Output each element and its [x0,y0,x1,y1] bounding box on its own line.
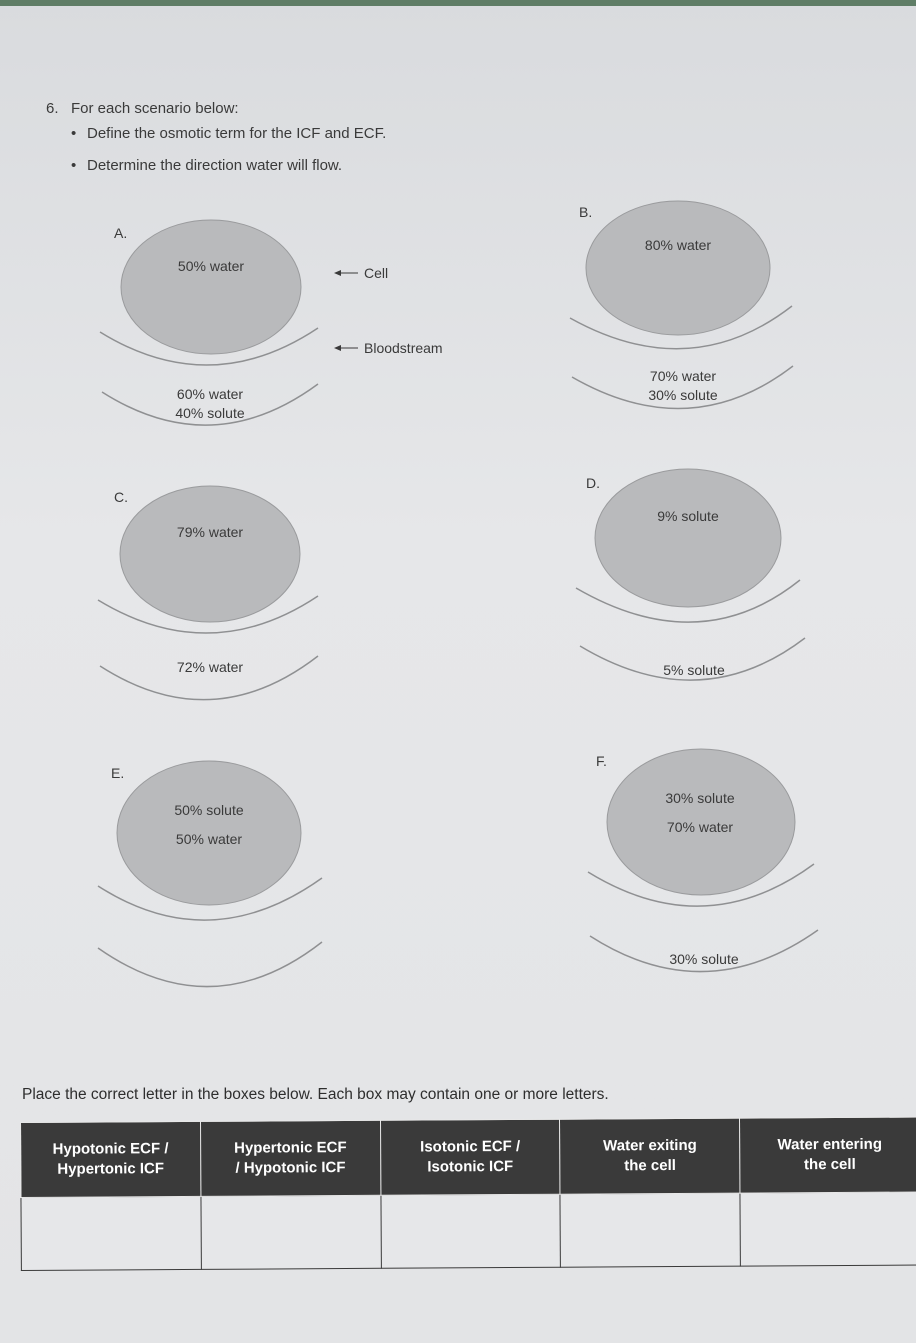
scenario-letter: A. [114,225,128,241]
bloodstream-label: 30% solute [648,387,718,403]
instruction-text: Place the correct letter in the boxes below. Each box may contain one or more letters. [22,1086,609,1103]
cell-circle [586,201,770,335]
scenario-letter: C. [114,489,128,505]
question-title: For each scenario below: [71,100,239,117]
scenario-a [100,220,318,425]
header-hypotonic-ecf: Hypotonic ECF / Hypertonic ICF [21,1121,201,1197]
legend-cell [334,265,388,281]
cell-label: 79% water [176,524,244,540]
header-water-exiting: Water exiting the cell [560,1118,740,1194]
scenario-e [98,761,322,987]
scenario-f [588,749,818,972]
cell-label: 9% solute [657,508,719,524]
scenario-letter: D. [586,475,600,491]
bullet-text: Define the osmotic term for the ICF and ECF. [87,125,387,142]
scenario-letter: E. [111,765,125,781]
answer-cell-isotonic[interactable] [381,1194,561,1268]
scenario-letter: F. [596,753,607,769]
header-isotonic: Isotonic ECF / Isotonic ICF [380,1119,560,1195]
question-number: 6. [46,100,59,117]
bloodstream-label: 72% water [176,659,244,675]
bloodstream-label: 70% water [649,368,717,384]
legend-bloodstream [334,340,443,356]
answer-cell-hypotonic-ecf[interactable] [21,1196,201,1270]
cell-label: 70% water [666,819,734,835]
legend-cell-label: Cell [364,265,389,281]
cell-circle [121,220,301,354]
answer-cell-water-exiting[interactable] [560,1193,740,1267]
scenario-c [98,486,318,700]
bloodstream-label: 5% solute [663,662,725,678]
cell-label: 50% solute [174,802,244,818]
scenario-d [576,469,805,680]
table-header-row [21,1117,916,1197]
arrow-head-icon [334,345,341,351]
cell-circle [595,469,781,607]
table-answer-row [21,1192,916,1270]
cell-label: 80% water [644,237,712,253]
bloodstream-label: 30% solute [669,951,739,967]
scenario-letter: B. [579,204,593,220]
membrane-curve-lower [98,942,322,987]
answer-cell-hypertonic-ecf[interactable] [201,1195,381,1269]
bloodstream-label: 60% water [176,386,244,402]
cell-label: 50% water [177,258,245,274]
cell-circle [120,486,300,622]
bullet-dot-icon: • [71,125,77,142]
header-water-entering: Water entering the cell [740,1117,916,1193]
bullet-text: Determine the direction water will flow. [87,157,343,174]
arrow-head-icon [334,270,341,276]
answer-cell-water-entering[interactable] [740,1192,916,1266]
cell-label: 30% solute [665,790,735,806]
scenario-b [570,201,793,408]
cell-label: 50% water [175,831,243,847]
header-hypertonic-ecf: Hypertonic ECF / Hypotonic ICF [200,1120,380,1196]
answer-table [20,1117,916,1276]
bloodstream-label: 40% solute [175,405,245,421]
legend-bloodstream-label: Bloodstream [364,340,443,356]
bullet-dot-icon: • [71,157,77,174]
